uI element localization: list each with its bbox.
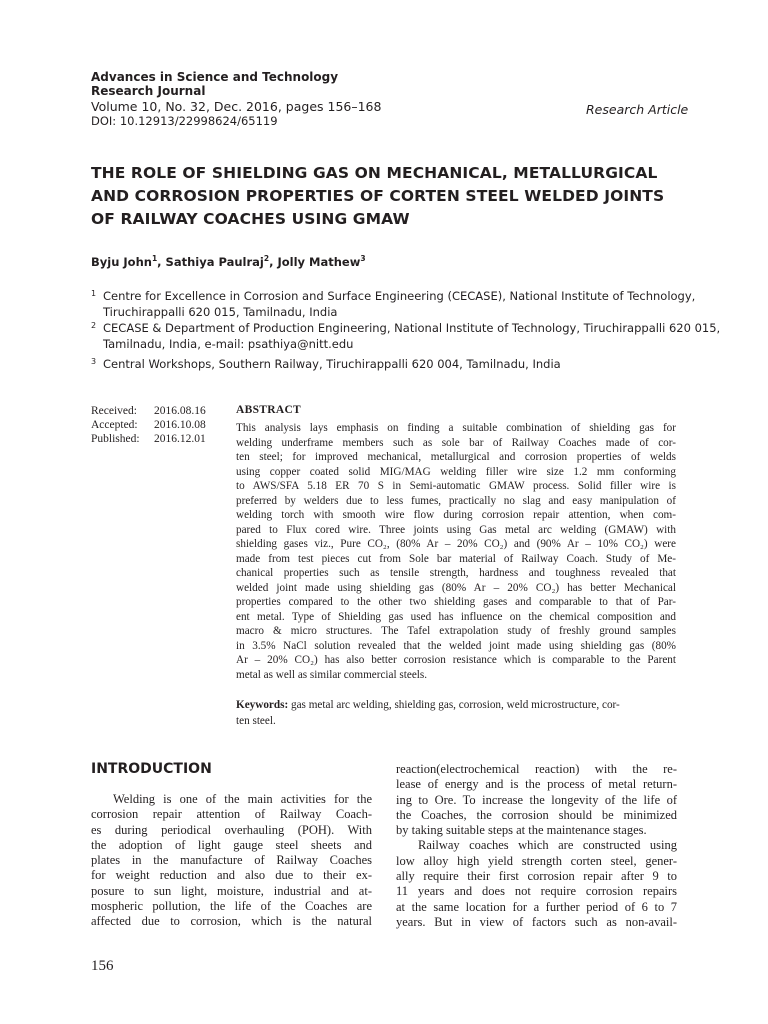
abstract-line: preferred by welders due to less fumes, practically no slag and easy manipulation of bbox=[236, 494, 676, 507]
keywords bbox=[236, 697, 676, 729]
accepted-label: Accepted: bbox=[91, 419, 138, 431]
body-line: ing to Ore. To increase the longevity of the life of bbox=[396, 792, 677, 807]
keywords-text: gas metal arc welding, shielding gas, corrosion, weld microstructure, cor- bbox=[288, 699, 620, 711]
abstract-line: metal as well as similar commercial steels. bbox=[236, 668, 428, 681]
abstract-line: pared to Flux cored wire. Three joints using Gas metal arc welding (GMAW) with bbox=[236, 523, 676, 536]
body-line: years. But in view of factors such as non-avail- bbox=[396, 914, 677, 929]
affiliation-line: Centre for Excellence in Corrosion and Surface Engineering (CECASE), National Institute of Technology, bbox=[103, 289, 696, 303]
body-line: at the same location for a further period of 6 to 7 bbox=[396, 899, 677, 914]
affiliation-line: Tiruchirappalli 620 015, Tamilnadu, India bbox=[103, 305, 338, 319]
accepted-date: 2016.10.08 bbox=[154, 419, 206, 431]
affiliation-line: Tamilnadu, India, e-mail: psathiya@nitt.edu bbox=[103, 337, 354, 351]
abstract-line: This analysis lays emphasis on finding a suitable combination of shielding gas for bbox=[236, 422, 676, 434]
article-type: Research Article bbox=[586, 102, 689, 117]
author-name: Sathiya Paulraj bbox=[165, 255, 264, 269]
body-line: posure to sun light, moisture, industrial and at- bbox=[91, 883, 372, 898]
author-affiliation-mark: 3 bbox=[360, 254, 366, 264]
title-line: THE ROLE OF SHIELDING GAS ON MECHANICAL, METALLURGICAL bbox=[91, 164, 658, 182]
affiliation-number: 2 bbox=[91, 321, 97, 330]
author-separator: , bbox=[269, 255, 278, 269]
body-line: corrosion repair attention of Railway Coach- bbox=[91, 807, 372, 822]
keywords-text: ten steel. bbox=[236, 715, 276, 727]
authors bbox=[91, 255, 366, 269]
abstract-line: welding underframe members such as sole bar of Railway Coaches made of cor- bbox=[236, 436, 676, 449]
abstract-line: using copper coated solid MIG/MAG welding filler wire size 1.2 mm conforming bbox=[236, 465, 676, 478]
body-line: for weight reduction and also due to their ex- bbox=[91, 868, 372, 883]
journal-name-line1: Advances in Science and Technology bbox=[91, 70, 339, 84]
body-line: 11 years and does not require corrosion repairs bbox=[396, 884, 677, 899]
abstract-line: made from test pieces cut from Sole bar material of Railway Coach. Study of Me- bbox=[236, 552, 676, 565]
body-line: Welding is one of the main activities for the bbox=[113, 792, 372, 806]
abstract-line: welded joint made using shielding gas (80% Ar – 20% CO₂) has better Mechanical bbox=[236, 581, 676, 594]
author-affiliation-mark: 2 bbox=[263, 254, 270, 264]
received-label: Received: bbox=[91, 405, 137, 417]
journal-volume: Volume 10, No. 32, Dec. 2016, pages 156–168 bbox=[91, 99, 382, 114]
author-name: Byju John bbox=[91, 255, 152, 269]
article-dates bbox=[91, 404, 206, 446]
abstract-line: properties compared to the other two shielding gases and comparable to that of Par- bbox=[236, 596, 676, 608]
body-line: the Coaches, the corrosion should be minimized bbox=[396, 807, 677, 822]
introduction-right-column bbox=[396, 762, 677, 930]
abstract-line: ten steel; for improved mechanical, metallurgical and corrosion properties of welds bbox=[236, 451, 676, 463]
body-line: affected due to corrosion, which is the natural bbox=[91, 914, 372, 929]
body-line: Railway coaches which are constructed using bbox=[418, 838, 677, 853]
journal-doi: DOI: 10.12913/22998624/65119 bbox=[91, 114, 278, 128]
abstract-heading: ABSTRACT bbox=[236, 404, 302, 416]
body-line: low alloy high yield strength corten steel, gener- bbox=[396, 853, 677, 868]
introduction-heading: INTRODUCTION bbox=[91, 761, 212, 777]
body-line: the adoption of light gauge steel sheets and bbox=[91, 837, 372, 852]
journal-name-line2: Research Journal bbox=[91, 84, 206, 98]
published-label: Published: bbox=[91, 433, 140, 445]
author-name: Jolly Mathew bbox=[277, 255, 361, 269]
title-line: AND CORROSION PROPERTIES OF CORTEN STEEL WELDED JOINTS bbox=[91, 187, 665, 205]
received-date: 2016.08.16 bbox=[154, 405, 206, 417]
body-line: by taking suitable steps at the maintenance stages. bbox=[396, 823, 647, 838]
abstract-line: macro & micro structures. The Tafel extrapolation study of freshly ground samples bbox=[236, 625, 676, 637]
author-separator: , bbox=[157, 255, 166, 269]
abstract-line: welding torch with smooth wire flow during corrosion repair attention, when com- bbox=[236, 509, 676, 521]
body-line: es during periodical overhauling (POH). With bbox=[91, 822, 372, 837]
paper-title bbox=[91, 162, 691, 231]
body-line: reaction(electrochemical reaction) with the re- bbox=[396, 762, 677, 776]
abstract-line: shielding gases viz., Pure CO₂, (80% Ar – 20% CO₂) and (90% Ar – 10% CO₂) were bbox=[236, 538, 676, 550]
abstract-body bbox=[236, 421, 676, 682]
affiliation-number: 1 bbox=[91, 289, 97, 298]
abstract-line: in 3.5% NaCl solution revealed that the welded joint made using shielding gas (80% bbox=[236, 639, 676, 652]
abstract-line: to AWS/SFA 5.18 ER 70 S in Semi-automatic GMAW process. Solid filler wire is bbox=[236, 480, 676, 492]
abstract-line: chanical properties such as tensile strength, hardness and toughness revealed that bbox=[236, 567, 676, 579]
introduction-left-column bbox=[91, 792, 372, 930]
title-line: OF RAILWAY COACHES USING GMAW bbox=[91, 210, 410, 228]
affiliation-number: 3 bbox=[91, 357, 97, 366]
affiliation-line: Central Workshops, Southern Railway, Tiruchirappalli 620 004, Tamilnadu, India bbox=[103, 357, 561, 371]
author-affiliation-mark: 1 bbox=[151, 254, 158, 264]
body-line: mospheric pollution, the life of the Coaches are bbox=[91, 899, 372, 914]
body-line: plates in the manufacture of Railway Coaches bbox=[91, 853, 372, 868]
abstract-line: Ar – 20% CO₂) has also better corrosion resistance which is comparable to the Parent bbox=[236, 654, 676, 666]
keywords-label: Keywords: bbox=[236, 699, 289, 711]
published-date: 2016.12.01 bbox=[154, 433, 206, 445]
affiliation-line: CECASE & Department of Production Engineering, National Institute of Technology, Tiruchirappalli 620 015, bbox=[103, 321, 721, 335]
page-number: 156 bbox=[91, 958, 114, 974]
body-line: ally require their first corrosion repair after 9 to bbox=[396, 869, 677, 884]
body-line: lease of energy and is the process of metal return- bbox=[396, 777, 677, 792]
abstract-line: ent metal. Type of Shielding gas used has influence on the chemical composition and bbox=[236, 610, 676, 623]
